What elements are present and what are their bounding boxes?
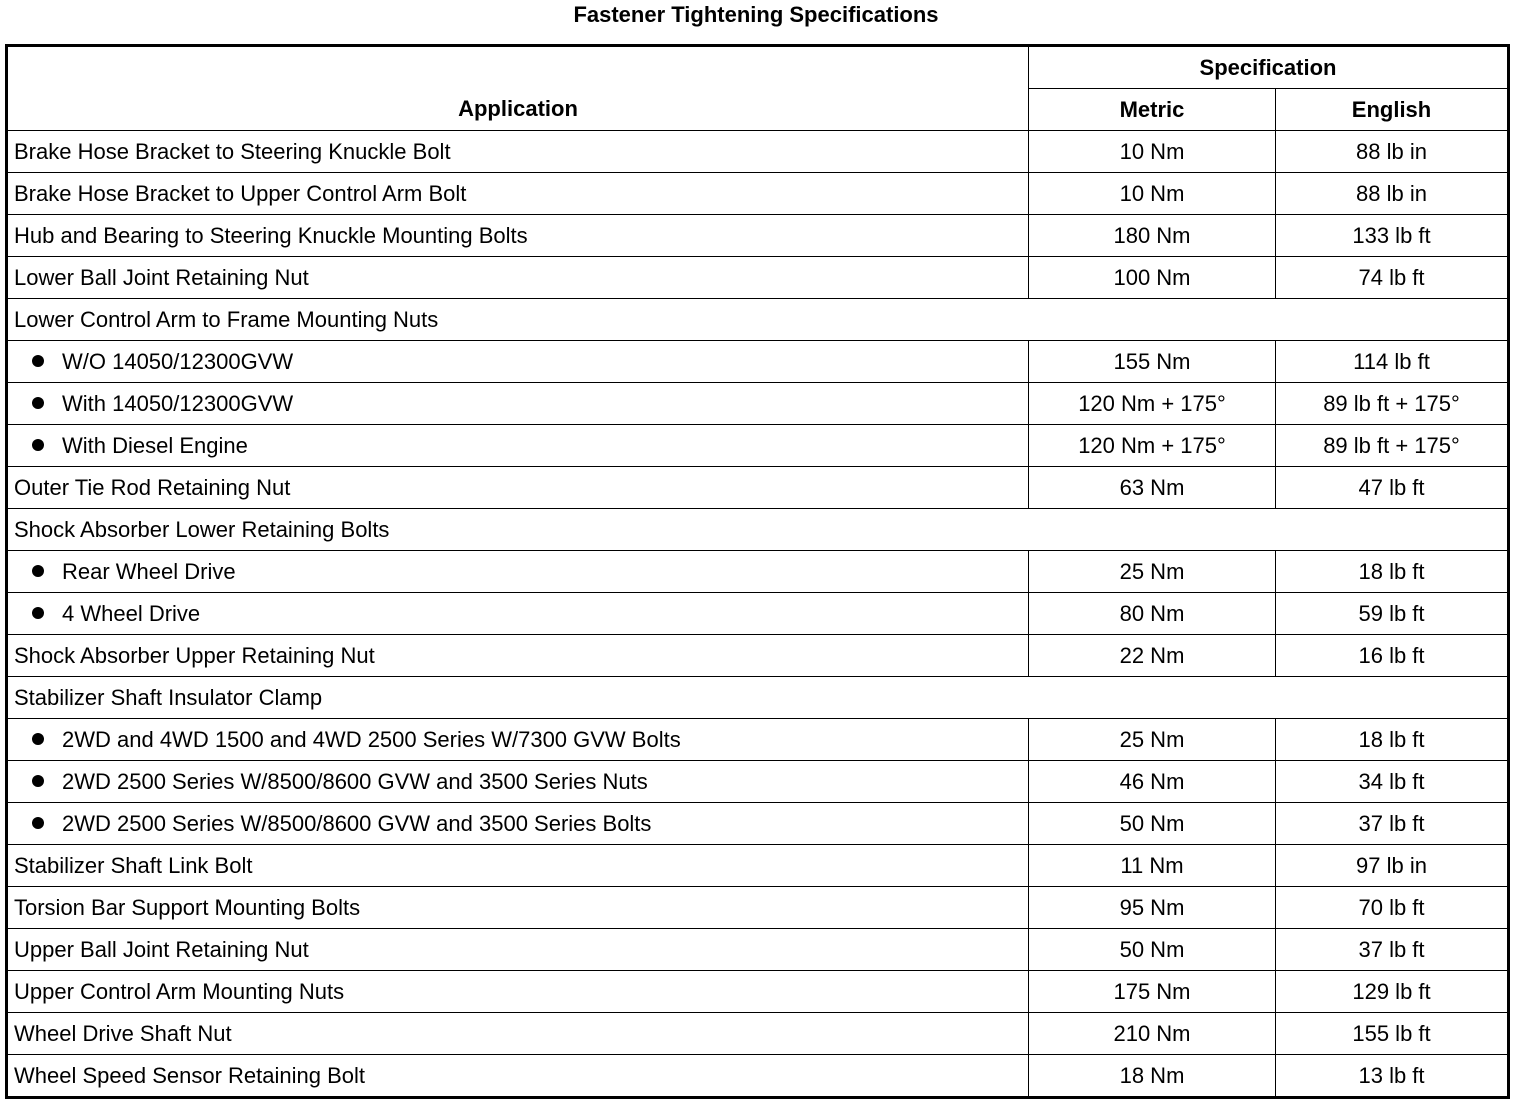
bullet-icon — [32, 817, 44, 829]
metric-cell: 180 Nm — [1029, 215, 1276, 257]
application-label: 2WD 2500 Series W/8500/8600 GVW and 3500 Series Bolts — [62, 810, 652, 836]
metric-header: Metric — [1029, 89, 1276, 131]
application-label: Wheel Drive Shaft Nut — [14, 1020, 232, 1046]
table-row — [7, 971, 1509, 1013]
table-row — [7, 173, 1509, 215]
metric-cell: 22 Nm — [1029, 635, 1276, 677]
application-cell — [7, 425, 1029, 467]
english-cell: 18 lb ft — [1276, 719, 1509, 761]
application-cell — [7, 929, 1029, 971]
page-title: Fastener Tightening Specifications — [573, 2, 939, 27]
metric-cell: 175 Nm — [1029, 971, 1276, 1013]
application-cell — [7, 299, 1509, 341]
application-label: Upper Ball Joint Retaining Nut — [14, 936, 309, 962]
application-cell — [7, 173, 1029, 215]
table-row — [7, 845, 1509, 887]
metric-cell: 155 Nm — [1029, 341, 1276, 383]
table-row — [7, 1013, 1509, 1055]
english-cell: 88 lb in — [1276, 131, 1509, 173]
application-label: Shock Absorber Lower Retaining Bolts — [14, 516, 390, 542]
metric-cell: 210 Nm — [1029, 1013, 1276, 1055]
application-cell — [7, 593, 1029, 635]
application-label: W/O 14050/12300GVW — [62, 348, 294, 374]
table-row — [7, 887, 1509, 929]
spec-table — [5, 44, 1510, 1099]
bullet-icon — [32, 355, 44, 367]
bullet-icon — [32, 397, 44, 409]
metric-cell: 100 Nm — [1029, 257, 1276, 299]
application-label: Torsion Bar Support Mounting Bolts — [14, 894, 361, 920]
english-cell: 13 lb ft — [1276, 1055, 1509, 1098]
metric-cell: 10 Nm — [1029, 131, 1276, 173]
english-cell: 18 lb ft — [1276, 551, 1509, 593]
table-group-row — [7, 299, 1509, 341]
table-row — [7, 215, 1509, 257]
application-label: 2WD 2500 Series W/8500/8600 GVW and 3500 Series Nuts — [62, 768, 648, 794]
metric-cell: 25 Nm — [1029, 551, 1276, 593]
english-cell: 47 lb ft — [1276, 467, 1509, 509]
application-label: Shock Absorber Upper Retaining Nut — [14, 642, 375, 668]
english-cell: 89 lb ft + 175° — [1276, 425, 1509, 467]
application-cell — [7, 719, 1029, 761]
table-row — [7, 593, 1509, 635]
application-label: With Diesel Engine — [62, 432, 248, 458]
metric-cell: 25 Nm — [1029, 719, 1276, 761]
application-cell — [7, 467, 1029, 509]
english-cell: 89 lb ft + 175° — [1276, 383, 1509, 425]
application-cell — [7, 551, 1029, 593]
application-cell — [7, 257, 1029, 299]
english-cell: 37 lb ft — [1276, 929, 1509, 971]
metric-cell: 10 Nm — [1029, 173, 1276, 215]
table-row — [7, 635, 1509, 677]
english-cell: 74 lb ft — [1276, 257, 1509, 299]
english-cell: 88 lb in — [1276, 173, 1509, 215]
application-cell — [7, 341, 1029, 383]
application-cell — [7, 635, 1029, 677]
application-label: 4 Wheel Drive — [62, 600, 201, 626]
application-label: Hub and Bearing to Steering Knuckle Mounting Bolts — [14, 222, 528, 248]
application-header: Application — [7, 46, 1029, 131]
english-cell: 34 lb ft — [1276, 761, 1509, 803]
table-header — [7, 46, 1509, 131]
application-cell — [7, 845, 1029, 887]
metric-cell: 50 Nm — [1029, 803, 1276, 845]
application-label: Brake Hose Bracket to Upper Control Arm Bolt — [14, 180, 467, 206]
english-cell: 129 lb ft — [1276, 971, 1509, 1013]
english-cell: 37 lb ft — [1276, 803, 1509, 845]
table-row — [7, 719, 1509, 761]
application-label: With 14050/12300GVW — [62, 390, 294, 416]
application-label: Outer Tie Rod Retaining Nut — [14, 474, 291, 500]
bullet-icon — [32, 733, 44, 745]
table-row — [7, 761, 1509, 803]
application-cell — [7, 677, 1509, 719]
specification-header: Specification — [1029, 46, 1509, 89]
application-cell — [7, 509, 1509, 551]
english-cell: 155 lb ft — [1276, 1013, 1509, 1055]
application-label: Wheel Speed Sensor Retaining Bolt — [14, 1062, 365, 1088]
table-row — [7, 803, 1509, 845]
application-label: Stabilizer Shaft Link Bolt — [14, 852, 253, 878]
metric-cell: 18 Nm — [1029, 1055, 1276, 1098]
english-header: English — [1276, 89, 1509, 131]
application-label: Lower Ball Joint Retaining Nut — [14, 264, 309, 290]
metric-cell: 50 Nm — [1029, 929, 1276, 971]
english-cell: 16 lb ft — [1276, 635, 1509, 677]
english-cell: 59 lb ft — [1276, 593, 1509, 635]
table-row — [7, 929, 1509, 971]
table-body — [7, 131, 1509, 1098]
english-cell: 114 lb ft — [1276, 341, 1509, 383]
metric-cell: 80 Nm — [1029, 593, 1276, 635]
application-label: Upper Control Arm Mounting Nuts — [14, 978, 345, 1004]
metric-cell: 120 Nm + 175° — [1029, 383, 1276, 425]
table-row — [7, 467, 1509, 509]
table-row — [7, 257, 1509, 299]
application-cell — [7, 887, 1029, 929]
application-label: Stabilizer Shaft Insulator Clamp — [14, 684, 323, 710]
bullet-icon — [32, 607, 44, 619]
application-cell — [7, 761, 1029, 803]
table-row — [7, 341, 1509, 383]
metric-cell: 95 Nm — [1029, 887, 1276, 929]
table-row — [7, 383, 1509, 425]
table-row — [7, 425, 1509, 467]
bullet-icon — [32, 775, 44, 787]
application-cell — [7, 131, 1029, 173]
table-group-row — [7, 677, 1509, 719]
application-label: Lower Control Arm to Frame Mounting Nuts — [14, 306, 439, 332]
table-group-row — [7, 509, 1509, 551]
bullet-icon — [32, 565, 44, 577]
metric-cell: 11 Nm — [1029, 845, 1276, 887]
application-cell — [7, 971, 1029, 1013]
application-cell — [7, 383, 1029, 425]
application-cell — [7, 215, 1029, 257]
application-cell — [7, 1055, 1029, 1098]
application-label: 2WD and 4WD 1500 and 4WD 2500 Series W/7300 GVW Bolts — [62, 726, 681, 752]
table-row — [7, 1055, 1509, 1098]
metric-cell: 46 Nm — [1029, 761, 1276, 803]
bullet-icon — [32, 439, 44, 451]
english-cell: 70 lb ft — [1276, 887, 1509, 929]
english-cell: 97 lb in — [1276, 845, 1509, 887]
application-cell — [7, 1013, 1029, 1055]
application-label: Rear Wheel Drive — [62, 558, 236, 584]
english-cell: 133 lb ft — [1276, 215, 1509, 257]
application-label: Brake Hose Bracket to Steering Knuckle Bolt — [14, 138, 451, 164]
metric-cell: 120 Nm + 175° — [1029, 425, 1276, 467]
application-cell — [7, 803, 1029, 845]
table-row — [7, 131, 1509, 173]
table-row — [7, 551, 1509, 593]
metric-cell: 63 Nm — [1029, 467, 1276, 509]
